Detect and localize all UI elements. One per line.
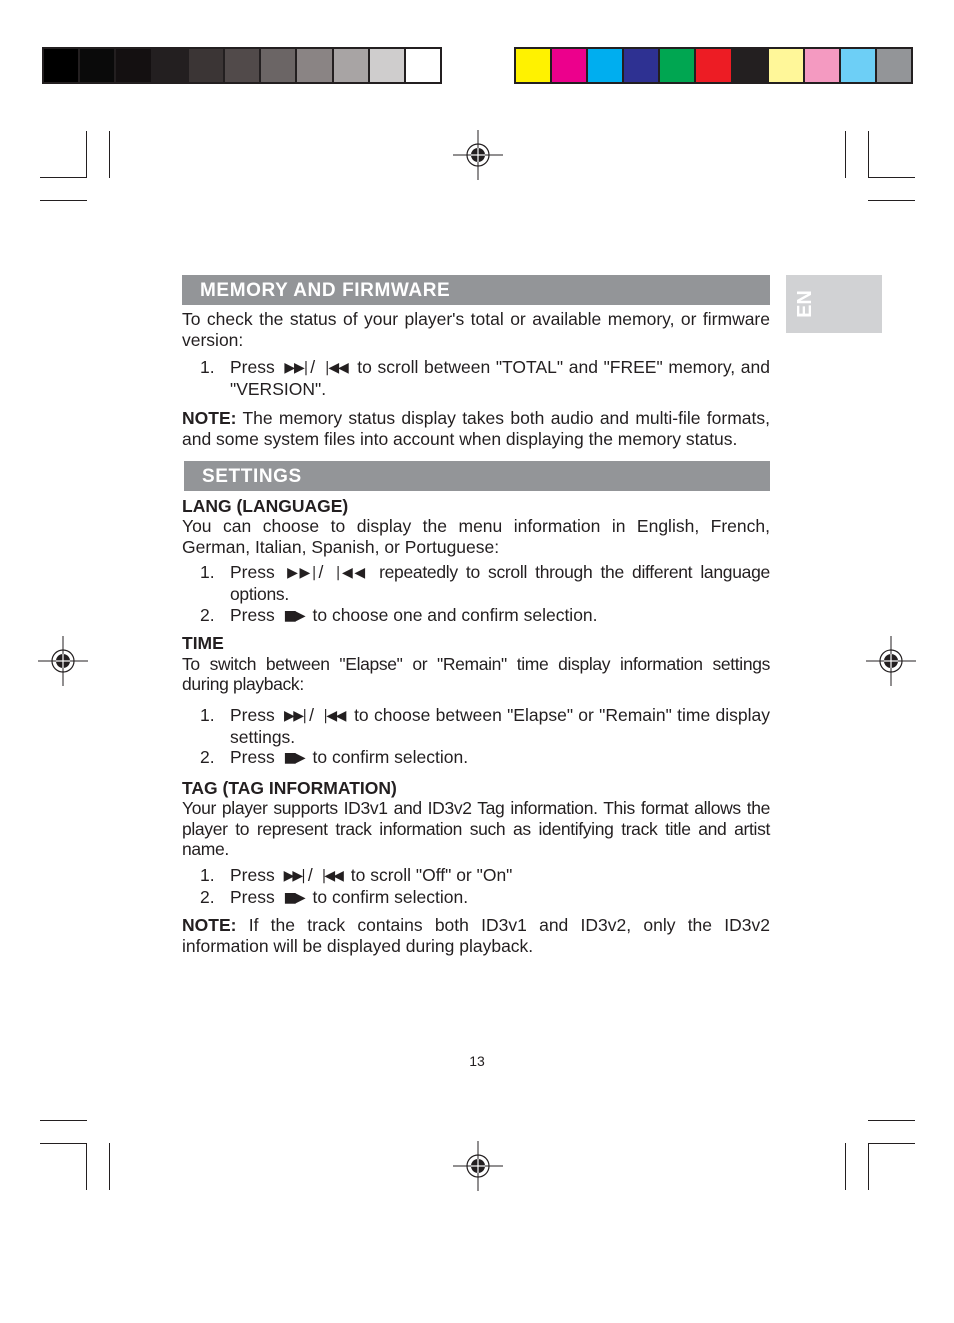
note-text: The memory status display takes both audio and multi-file formats, and some system files into account when displaying the memory status. [182,408,770,449]
crop-mark [109,1143,110,1190]
step-text: to choose between "Elapse" or "Remain" time display settings. [230,704,770,747]
subheading-lang: LANG (LANGUAGE) [182,495,349,516]
previous-track-icon: |◀◀ [324,360,348,377]
crop-mark [868,131,869,178]
list-item [182,605,770,627]
note-text: If the track contains both ID3v1 and ID3v2, only the ID3v2 information will be displayed during playback. [182,915,770,956]
gray-swatch [44,49,78,82]
gray-swatch [297,49,331,82]
color-swatch [841,49,875,82]
subheading-time: TIME [182,633,224,654]
tag-steps [182,865,770,908]
color-swatch [877,49,911,82]
separator: / [318,562,324,583]
gray-swatch [80,49,114,82]
next-track-icon: ▶▶| [284,360,307,377]
previous-track-icon: |◀◀ [323,707,345,724]
step-press: Press [230,865,275,886]
crop-mark [868,177,915,178]
list-item [182,357,770,399]
previous-track-icon: |◀◀ [335,565,367,582]
memory-intro: To check the status of your player's total or available memory, or firmware version: [182,309,770,350]
language-tab-label: EN [794,290,816,318]
crop-mark [86,1143,87,1190]
crop-mark [845,131,846,178]
step-number: 1. [200,357,215,378]
lang-intro: You can choose to display the menu information in English, French, German, Italian, Spanish, or Portuguese: [182,516,770,557]
step-number: 2. [200,604,215,625]
gray-swatch [334,49,368,82]
separator: / [307,865,313,886]
note-label: NOTE: [182,408,237,429]
list-item [182,705,770,747]
time-intro: To switch between "Elapse" or "Remain" time display information settings during playback: [182,653,770,695]
stop-play-icon: ■▶ [283,607,304,624]
crop-mark [868,1143,869,1190]
gray-swatch [116,49,150,82]
gray-swatch [225,49,259,82]
color-swatch [696,49,730,82]
tag-note [182,915,770,956]
subheading-tag: TAG (TAG INFORMATION) [182,777,397,798]
page-content [182,275,770,956]
language-tab [786,275,882,333]
crop-mark [40,1120,87,1121]
color-swatch [805,49,839,82]
memory-note [182,408,770,449]
step-press: Press [230,562,275,583]
crop-mark [40,177,87,178]
color-swatch [624,49,658,82]
gray-swatch [406,49,440,82]
step-press: Press [230,704,275,725]
step-press: Press [230,604,275,625]
gray-swatch [261,49,295,82]
section-heading-settings: SETTINGS [184,461,770,491]
gray-swatch [370,49,404,82]
crop-mark [868,1120,915,1121]
step-press: Press [230,886,275,907]
registration-target-icon [38,636,88,686]
gray-swatch [189,49,223,82]
tag-intro: Your player supports ID3v1 and ID3v2 Tag information. This format allows the player to represent track information such as identifying track title and artist name. [182,798,770,860]
separator: / [310,357,316,378]
crop-mark [845,1143,846,1190]
step-number: 1. [200,562,215,583]
registration-target-icon [453,130,503,180]
color-swatch [660,49,694,82]
list-item [182,865,770,887]
step-text: to scroll between "TOTAL" and "FREE" memory, and "VERSION". [230,357,771,399]
crop-mark [40,1143,87,1144]
step-text: to confirm selection. [312,886,469,907]
color-swatch [769,49,803,82]
next-track-icon: ▶▶| [284,707,306,724]
crop-mark [40,200,87,201]
step-press: Press [230,747,275,768]
section-heading-memory: MEMORY AND FIRMWARE [182,275,770,305]
color-calibration-bar [514,47,913,84]
step-number: 2. [200,886,215,907]
registration-target-icon [866,636,916,686]
lang-steps [182,562,770,626]
step-press: Press [230,357,275,378]
step-text: to confirm selection. [312,747,469,768]
stop-play-icon: ■▶ [283,889,304,906]
crop-mark [868,1143,915,1144]
memory-steps [182,357,770,399]
next-track-icon: ▶▶| [283,868,304,885]
registration-target-icon [453,1141,503,1191]
stop-play-icon: ■▶ [283,750,304,767]
list-item [182,887,770,909]
time-steps [182,705,770,769]
crop-mark [109,131,110,178]
color-swatch [516,49,550,82]
step-number: 1. [200,704,215,725]
list-item [182,562,770,604]
step-number: 2. [200,747,215,768]
crop-mark [868,200,915,201]
grayscale-calibration-bar [42,47,442,84]
color-swatch [588,49,622,82]
color-swatch [733,49,767,82]
step-number: 1. [200,865,215,886]
step-text: to choose one and confirm selection. [312,604,598,625]
crop-mark [86,131,87,178]
gray-swatch [153,49,187,82]
step-text: to scroll "Off" or "On" [350,865,513,886]
note-label: NOTE: [182,915,237,936]
next-track-icon: ▶▶| [287,565,315,582]
previous-track-icon: |◀◀ [321,868,342,885]
separator: / [309,704,314,725]
color-swatch [552,49,586,82]
step-text: repeatedly to scroll through the different language options. [230,562,770,604]
list-item [182,747,770,769]
page-number: 13 [469,1053,485,1069]
